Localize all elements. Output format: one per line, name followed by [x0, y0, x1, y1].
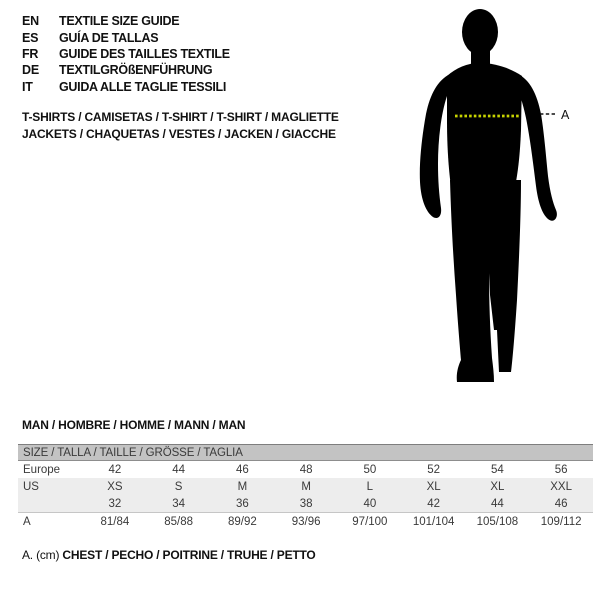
- size-cell: XS: [107, 480, 123, 493]
- row-label: US: [23, 480, 39, 493]
- size-table-row-europe: [18, 461, 593, 478]
- language-list: [22, 13, 230, 95]
- size-cell: 40: [363, 497, 377, 510]
- man-silhouette-icon: [400, 0, 600, 400]
- language-row-es: [22, 29, 230, 45]
- size-table-row-us: [18, 478, 593, 495]
- language-code: DE: [22, 63, 39, 78]
- language-code: ES: [22, 30, 39, 45]
- size-table-row-chest-measure: [18, 512, 593, 531]
- size-cell: 97/100: [352, 516, 388, 528]
- size-cell: 38: [299, 497, 313, 510]
- size-cell: 42: [108, 463, 122, 476]
- language-label: TEXTILGRÖßENFÜHRUNG: [59, 63, 213, 78]
- section-title-man: MAN / HOMBRE / HOMME / MANN / MAN: [22, 418, 246, 432]
- size-cell: 48: [299, 463, 313, 476]
- language-code: IT: [22, 79, 33, 94]
- size-cell: 46: [235, 463, 249, 476]
- size-cell: 44: [172, 463, 186, 476]
- size-cell: 42: [427, 497, 441, 510]
- size-cell: 54: [490, 463, 504, 476]
- size-cell: 56: [554, 463, 568, 476]
- size-table: [18, 444, 593, 531]
- size-cell: 85/88: [164, 516, 194, 528]
- size-cell: S: [174, 480, 183, 493]
- man-figure: [400, 0, 600, 400]
- language-label: GUIDA ALLE TAGLIE TESSILI: [59, 79, 227, 94]
- size-cell: 36: [235, 497, 249, 510]
- size-cell: 101/104: [412, 516, 455, 528]
- footnote-label: CHEST / PECHO / POITRINE / TRUHE / PETTO: [62, 548, 316, 562]
- size-cell: M: [301, 480, 311, 493]
- size-cell: 89/92: [227, 516, 257, 528]
- size-cell: XXL: [550, 480, 572, 493]
- size-cell: 93/96: [291, 516, 321, 528]
- chest-measure-label: A: [561, 108, 570, 122]
- measurement-footnote: [22, 549, 316, 562]
- language-row-en: [22, 13, 230, 29]
- size-cell: 32: [108, 497, 122, 510]
- language-code: EN: [22, 14, 39, 29]
- man-silhouette-shapes: [420, 9, 557, 382]
- size-cell: XL: [490, 480, 505, 493]
- size-cell: 34: [172, 497, 186, 510]
- category-lines: [22, 109, 339, 143]
- language-row-fr: [22, 46, 230, 62]
- size-cell: 81/84: [100, 516, 130, 528]
- size-cell: M: [237, 480, 248, 493]
- language-label: TEXTILE SIZE GUIDE: [59, 14, 180, 29]
- size-cell: 52: [427, 463, 441, 476]
- size-cell: 50: [363, 463, 377, 476]
- size-cell: 46: [554, 497, 568, 510]
- language-code: FR: [22, 46, 39, 61]
- category-line-tshirts: T-SHIRTS / CAMISETAS / T-SHIRT / T-SHIRT / MAGLIETTE: [22, 110, 339, 124]
- size-table-header: SIZE / TALLA / TAILLE / GRÖSSE / TAGLIA: [18, 444, 593, 461]
- language-row-it: [22, 79, 230, 95]
- size-cell: XL: [426, 480, 441, 493]
- language-label: GUÍA DE TALLAS: [59, 30, 159, 45]
- size-cell: 105/108: [476, 516, 519, 528]
- size-cell: 109/112: [540, 516, 582, 528]
- footnote-prefix: A. (cm): [22, 548, 60, 562]
- row-label: A: [23, 516, 31, 528]
- size-cell: 44: [490, 497, 504, 510]
- row-label: Europe: [23, 463, 61, 476]
- category-line-jackets: JACKETS / CHAQUETAS / VESTES / JACKEN / GIACCHE: [22, 127, 336, 141]
- size-table-row-us-numeric: [18, 495, 593, 512]
- size-cell: L: [366, 480, 374, 493]
- language-label: GUIDE DES TAILLES TEXTILE: [59, 46, 230, 61]
- language-row-de: [22, 62, 230, 78]
